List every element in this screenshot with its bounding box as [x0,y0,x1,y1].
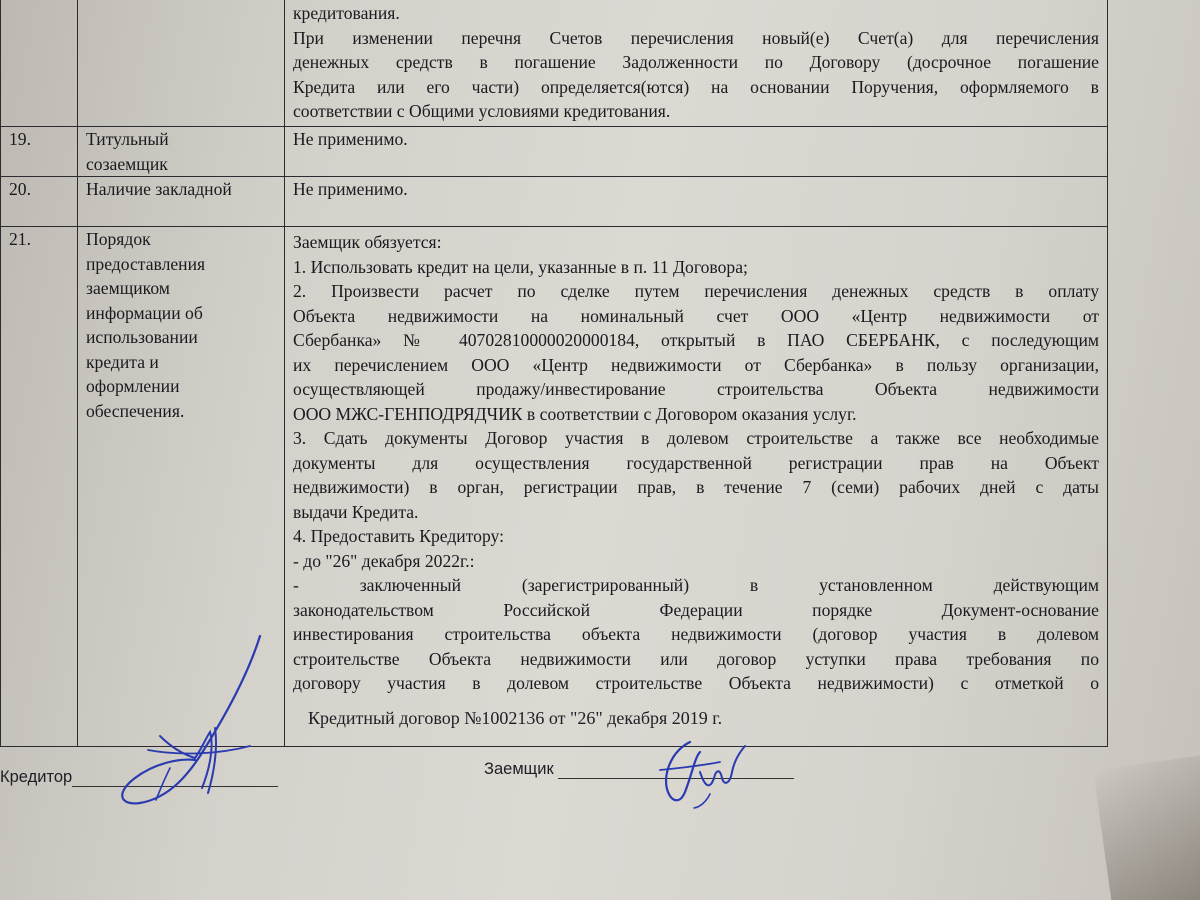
creditor-label: Кредитор [0,768,73,786]
condition-line: 2. Произвести расчет по сделке путем перечисления денежных средств в оплату [293,281,1099,301]
condition-line: Сбербанка» № 40702810000020000184, открытый в ПАО СБЕРБАНК, с последующим [293,330,1099,350]
row-condition-text [285,227,1108,747]
table-row [1,0,1108,127]
condition-line: 3. Сдать документы Договор участия в долевом строительстве а также все необходимые [293,428,1099,448]
borrower-signature [650,732,760,812]
condition-line: - до "26" декабря 2022г.: [293,550,475,571]
condition-line: Не применимо. [293,179,408,199]
term-name-line: Титульный [86,129,169,149]
row-condition-text [285,177,1108,227]
condition-line: Кредита или его части) определяется(ются) на основании Поручения, оформляемого в [293,76,1099,97]
row-number: 21. [1,227,78,747]
row-condition-text [285,127,1108,177]
term-name-line: Наличие закладной [86,179,232,199]
condition-line: инвестирования строительства объекта недвижимости (договор участия в долевом [293,624,1099,644]
condition-line: ООО МЖС-ГЕНПОДРЯДЧИК в соответствии с Договором оказания услуг. [293,403,857,424]
condition-line: их перечислением ООО «Центр недвижимости от Сбербанка» в пользу организации, [293,354,1099,375]
row-term-name [78,0,285,127]
term-name-line: оформлении [86,376,180,396]
condition-line: 4. Предоставить Кредитору: [293,526,504,546]
condition-line: выдачи Кредита. [293,501,419,522]
condition-line: При изменении перечня Счетов перечисления новый(е) Счет(а) для перечисления [293,27,1099,48]
condition-line: законодательством Российской Федерации порядке Документ-основание [293,599,1099,620]
page-shadow [1093,751,1200,900]
condition-line: Заемщик обязуется: [293,232,442,252]
condition-line: документы для осуществления государственной регистрации прав на Объект [293,452,1099,473]
condition-line: кредитования. [293,3,400,23]
row-number: 19. [1,127,78,177]
condition-line: Объекта недвижимости на номинальный счет ООО «Центр недвижимости от [293,305,1099,326]
table-row [1,127,1108,177]
term-name-line: информации об [86,302,203,323]
condition-line: - заключенный (зарегистрированный) в установленном действующим [293,575,1099,595]
term-name-line: созаемщик [86,153,168,174]
row-term-name [78,177,285,227]
term-name-line: кредита и [86,351,159,372]
row-number: 20. [1,177,78,227]
condition-line: Не применимо. [293,129,408,149]
condition-line: осуществляющей продажу/инвестирование строительства Объекта недвижимости [293,379,1099,399]
row-number [1,0,78,127]
condition-line: договору участия в долевом строительстве Объекта недвижимости) с отметкой о [293,673,1099,693]
term-name-line: использовании [86,327,198,347]
condition-line: соответствии с Общими условиями кредитования. [293,101,671,121]
condition-line: строительстве Объекта недвижимости или договор уступки права требования по [293,648,1099,669]
creditor-signature [110,628,290,818]
term-name-line: предоставления [86,253,206,274]
table-row [1,177,1108,227]
borrower-label: Заемщик [484,760,554,778]
term-name-line: обеспечения. [86,400,185,421]
condition-line: недвижимости) в орган, регистрации прав, в течение 7 (семи) рабочих дней с даты [293,477,1099,497]
row-condition-text [285,0,1108,127]
term-name-line: заемщиком [86,278,170,298]
condition-line: денежных средств в погашение Задолженности по Договору (досрочное погашение [293,52,1099,72]
condition-line: 1. Использовать кредит на цели, указанные в п. 11 Договора; [293,256,748,277]
row-term-name [78,127,285,177]
contract-title: Кредитный договор №1002136 от "26" декабря 2019 г. [308,708,723,728]
term-name-line: Порядок [86,229,151,249]
